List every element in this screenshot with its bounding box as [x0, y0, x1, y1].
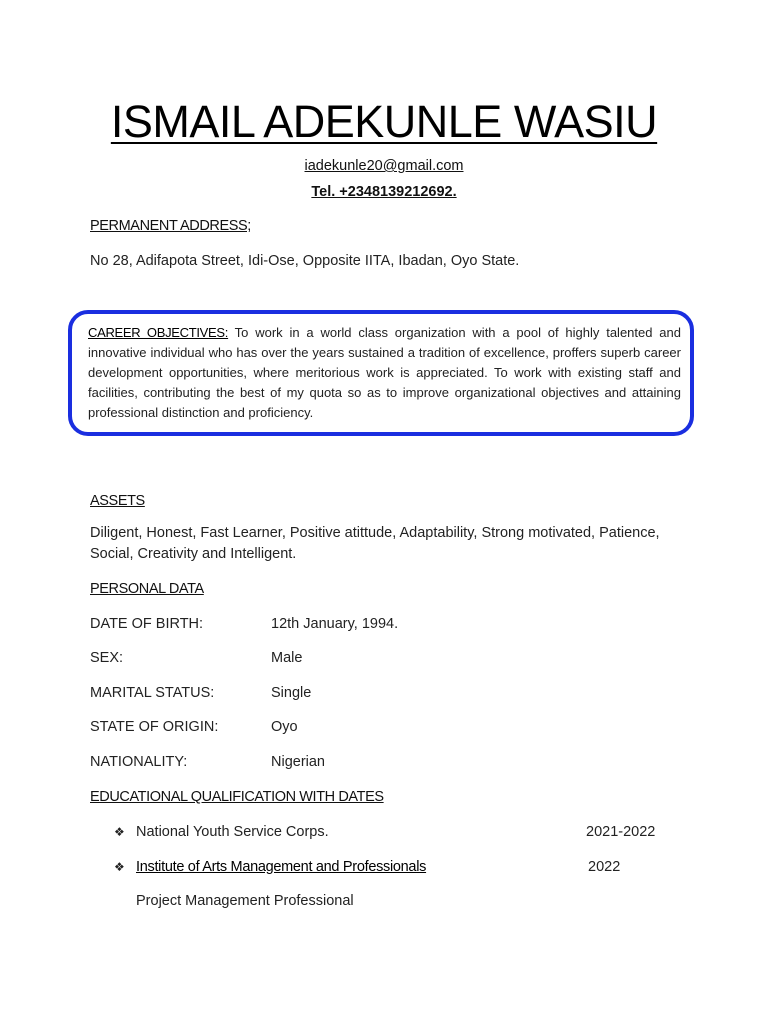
- telephone: Tel. +2348139212692.: [311, 184, 457, 200]
- personal-label: STATE OF ORIGIN:: [90, 719, 219, 735]
- diamond-bullet-icon: ❖: [114, 825, 125, 839]
- address-text: No 28, Adifapota Street, Idi-Ose, Opposite IITA, Ibadan, Oyo State.: [90, 253, 520, 269]
- education-heading: EDUCATIONAL QUALIFICATION WITH DATES: [90, 789, 384, 805]
- diamond-bullet-icon: ❖: [114, 860, 125, 874]
- personal-label: NATIONALITY:: [90, 754, 188, 770]
- candidate-name: ISMAIL ADEKUNLE WASIU: [110, 96, 658, 147]
- personal-value: Oyo: [271, 719, 298, 735]
- assets-heading: ASSETS: [90, 493, 145, 509]
- personal-label: MARITAL STATUS:: [90, 685, 215, 701]
- address-heading: PERMANENT ADDRESS;: [90, 218, 251, 234]
- career-objectives-text: To work in a world class organization with a pool of highly talented and innovative individual who has over the years sustained a tradition of excellence, proffers superb career development opportunities, where meritorious work is appreciated. To work with existing staff and facilities, contributing the best of my quota so as to improve organizational objectives and attaining professional distinction and proficiency.: [88, 325, 681, 420]
- personal-value: Nigerian: [271, 754, 325, 770]
- personal-data-heading: PERSONAL DATA: [90, 581, 204, 597]
- personal-value: Male: [271, 650, 303, 666]
- career-objectives-label: CAREER OBJECTIVES:: [88, 325, 229, 340]
- career-objectives: [88, 323, 681, 423]
- education-title: Institute of Arts Management and Professionals: [136, 859, 427, 875]
- education-date: 2022: [588, 859, 621, 875]
- personal-value: Single: [271, 685, 312, 701]
- personal-value: 12th January, 1994.: [271, 616, 399, 632]
- personal-label: DATE OF BIRTH:: [90, 616, 204, 632]
- email-link[interactable]: iadekunle20@gmail.com: [304, 158, 464, 174]
- education-date: 2021-2022: [586, 824, 656, 840]
- personal-label: SEX:: [90, 650, 124, 666]
- assets-text: Diligent, Honest, Fast Learner, Positive atittude, Adaptability, Strong motivated, Patience, Social, Creativity and Intelligent.: [90, 525, 660, 562]
- education-subtitle: Project Management Professional: [136, 893, 354, 909]
- education-title: National Youth Service Corps.: [136, 824, 329, 840]
